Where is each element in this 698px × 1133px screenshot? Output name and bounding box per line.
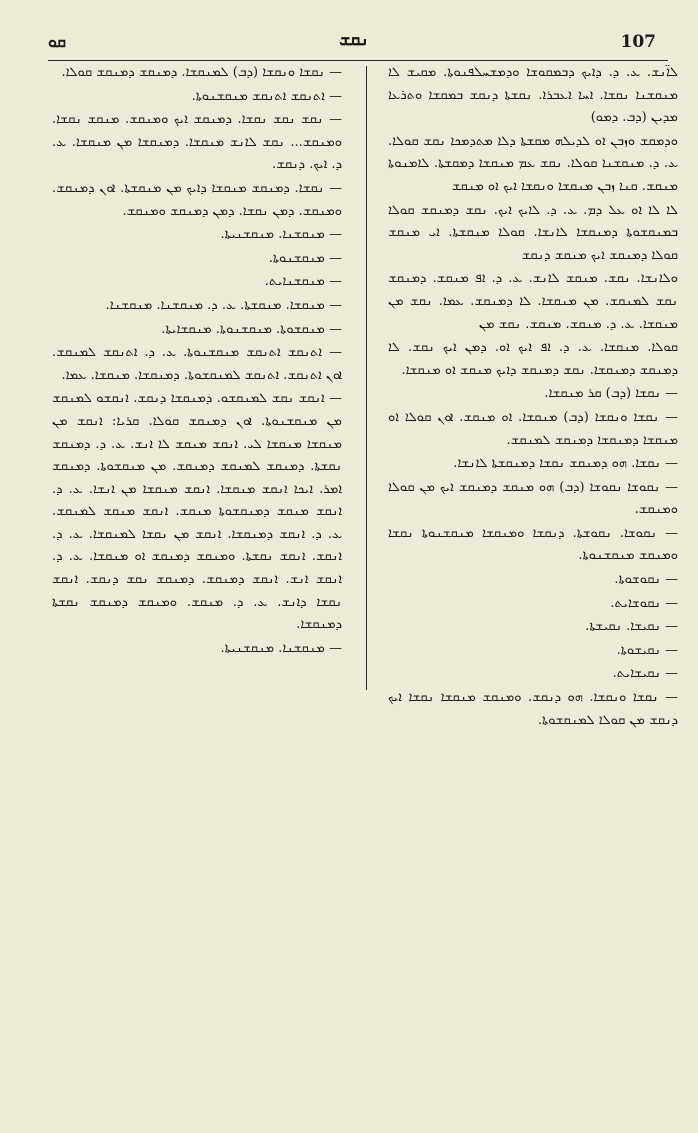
dictionary-entry: — ܢܩܫܐ. ܕܡܢܩܫ ܡܢܩܫܐ ܕܐܝܟ ܡܢ ܡܢܩܫܬܐ. ܐܘܢ ܕܡܢܩܫ. ܘܡܢܩܫ. ܕܡܢ ܢܩܫܐ. ܕܡܢ ܕܡܢܩܫ ܘܡܢܩܫ.	[52, 180, 342, 219]
dictionary-entry: — ܐܢܩܫ ܢܩܫ ܠܡܢܩܫܘ. ܕܡܢܩܫܐ ܕܢܩܫ. ܐܢܩܫܘ ܠܡܢܩܫ ܡܢ ܡܢܩܫܢܘܬܐ. ܐܘܢ ܕܡܢܩܫ ܩܘܠܐ. ܩܪܝܐ: ܐܢܩܫ ܡܢ ܡܢܩܫܐ ܡܢܩܫܐ ܠܝ. ܐܢܩܫ ܡܢܩܫ ܠܐ ܐܢܫ. ܥ. ܕ. ܕܡܢܩܫ ܢܩܫܬܐ. ܕܡܢܩܫ ܠܡܢܩܫ ܕܡܢܩܫ. ܡܢ ܡܢܩܫܘܬܐ. ܕܡܢܩܫ ܐܡܪ. ܐܝܟܐ ܐܢܩܫ ܡܢܩܫܐ. ܐܢܩܫ ܡܢܩܫܐ ܡܢ ܐܢܫܐ. ܥ. ܕ. ܐܢܩܫ ܡܢܩܫ ܕܡܢܩܫܘܬܐ ܡܢܩܫ. ܐܢܩܫ ܡܢܩܫ ܠܡܢܩܫ. ܥ. ܕ. ܐܢܩܫ ܕܡܢܩܫܐ. ܐܢܩܫ ܡܢ ܢܩܫܐ ܠܡܢܩܫܐ. ܥ. ܕ. ܐܢܩܫ. ܐܢܩܫ ܢܩܫܬܐ. ܘܡܢܩܫ ܕܡܢܩܫ ܐܘ ܡܢܩܫܐ. ܥ. ܕ. ܐܢܩܫ ܐܢܫ. ܐܢܩܫ ܕܡܢܩܫ. ܕܡܢܩܫ ܢܩܫ ܕܢܩܫ. ܐܢܩܫ ܢܩܫܐ ܕܐܢܫ. ܥ. ܕ. ܡܢܩܫ. ܘܡܢܩܫ ܕܡܢܩܫ ܢܩܫܬܐ ܕܡܢܩܫܐ.	[52, 391, 342, 633]
folio-syriac-numeral: ܩܘ	[48, 32, 67, 51]
dictionary-entry: ܘܕܡܩܫ ܘܙܒܢ ܐܘ ܠܕܝܠܗ ܡܩܫܬܐ ܕܠܐ ܡܬܕܡܟܐ ܢܩܫ ܩܘܠܐ. ܥ. ܕ. ܡܢܩܫܢܐ ܩܘܠܐ. ܢܩܫ ܥܡ ܡܢܩܫܐ ܕܡܩܫܬܐ. ܠܐܡܢܘܬܐ ܡܢܩܫ. ܩܢܐ ܙܒܢ ܡܢܩܫܐ ܘܢܩܫܐ ܐܝܟ ܐܘ ܡܢܩܫ	[388, 133, 678, 194]
right-column	[388, 62, 678, 733]
dictionary-entry: ܘܠܐܢܫܐ. ܢܩܫ. ܡܢܩܫ ܠܐܢܫ. ܥ. ܕ. ܐܦ ܡܢܩܫ. ܕܡܢܩܫ ܢܩܫ ܠܡܢܩܫ. ܡܢ ܡܢܩܫܐ. ܠܐ ܕܡܢܩܫ. ܥܡܐ. ܢܩܫ ܡܢ ܡܢܩܫܐ. ܥ. ܕ. ܡܢܩܫ. ܡܢܩܫ. ܢܩܫ ܡܢ	[388, 271, 678, 332]
dictionary-entry: — ܢܩܘܫܘܬܐ.	[614, 572, 678, 588]
dictionary-entry: — ܢܩܘܫܐ ܢܩܘܫܐ (ܕܒ) ܗܘ ܡܢܩܫ ܕܡܢܩܫ ܐܝܟ ܡܢ ܩܘܠܐ ܘܡܢܩܫ.	[388, 479, 678, 518]
dictionary-entry: — ܢܩܝܫܘܬܐ.	[616, 642, 678, 658]
dictionary-entry: — ܡܢܩܫܢܐ. ܡܢܩܫܢܝܬܐ.	[220, 640, 342, 656]
header-rule	[48, 60, 668, 61]
dictionary-entry: ܩܘܠܐ. ܡܢܩܫܐ. ܥ. ܕ. ܐܦ ܐܝܟ ܐܘ. ܕܡܢ ܐܝܟ ܢܩܫ. ܠܐ ܕܡܢܩܫ ܕܡܢܩܫܐ. ܢܩܫ ܕܡܢܩܫ ܕܐܝܟ ܡܢܩܫ ܐܘ ܡܢܩܫܐ.	[388, 340, 678, 378]
dictionary-entry: — ܡܢܩܫܐ. ܡܢܩܫܬܐ. ܥ. ܕ. ܡܢܩܫܢܐ. ܡܢܩܫܢܐ.	[105, 297, 342, 313]
dictionary-entry: — ܢܩܫܐ ܘܢܩܫܐ (ܕܒ) ܡܢܩܫܐ. ܐܘ ܡܢܩܫ. ܐܘܢ ܩܘܠܐ ܐܘ ܡܢܩܫܐ ܕܡܢܩܫܐ ܕܡܢܩܫ ܠܡܢܩܫ.	[388, 409, 678, 448]
dictionary-entry: ܠܐ̈ܢܫ. ܥ. ܕ. ܕܐܝܟ ܕܒܡܩܘܫܐ ܘܕܡܫܚܠܦܢܘܬܐ. ܡܩܝܫ ܠܐ ܡܢܩܫܢܐ ܢܩܫܐ. ܐܚܐ ܐܥܒܪܐ. ܢܩܫܬܐ ܕܢܩܫ ܒܡܩܫܐ ܘܬܪܥܐ ܡܕܝܢ (ܕܒ. ܕܡܘ)	[388, 65, 678, 126]
dictionary-entry: — ܐܬܢܩܫ ܐܬܢܩܫ ܡܢܩܫܢܘܬܐ.	[191, 88, 342, 104]
dictionary-entry: — ܢܩܫܐ ܘܢܩܫܐ. ܗܘ ܕܢܩܫ. ܘܡܢܩܫ ܡܢܩܫܐ ܢܩܫܐ ܐܝܟ ܕܢܩܫ ܡܢ ܩܘܠܐ ܠܡܢܩܫܘܬܐ.	[388, 690, 678, 728]
left-column	[52, 62, 342, 661]
dictionary-entry: — ܡܢܩܫܢܐ. ܡܢܩܫܢܝܬܐ.	[220, 227, 342, 243]
dictionary-entry: — ܢܩܫܐ. ܗܘ ܕܡܢܩܫ ܢܩܫܐ ܕܡܢܩܫܬܐ ܠܐܢܫܐ.	[453, 456, 678, 472]
dictionary-entry: ܠܐ ܠܐ ܐܘ ܥܠ ܕܡ. ܥ. ܕ. ܠܐܝܟ ܐܝܟ. ܢܩܫ ܕܡܢܩܫ ܩܘܠܐ ܒܡܢܩܫܘܬܐ ܕܡܢܩܫܐ ܠܐܢܫܐ. ܩܘܠܐ ܡܢܩܫܬܐ. ܐܝ ܡܢܩܫ ܩܘܠܐ ܕܡܢܩܫ ܐܝܟ ܡܢܩܫ ܕܢܩܫ	[388, 202, 678, 263]
page-header	[40, 28, 668, 58]
column-divider	[366, 66, 367, 690]
dictionary-entry: — ܢܩܫ ܢܩܫ ܢܩܫܐ. ܕܡܢܩܫ ܐܝܟ ܘܡܢܩܫ. ܡܢܩܫ ܢܩܫܐ. ܘܡܢܩܫ... ܢܩܫ ܠܐܢܫ ܡܢܩܫܐ. ܕܡܢܩܫܐ ܡܢ ܡܢܩܫܐ. ܥ. ܕ. ܐܝܟ. ܕܢܩܫ.	[52, 112, 342, 173]
running-head: ܢܩܫ	[339, 30, 369, 50]
dictionary-entry: — ܐܬܢܩܫ ܐܬܢܩܫ ܡܢܩܫܢܘܬܐ. ܥ. ܕ. ܐܬܢܩܫ ܠܡܢܩܫ. ܐܘܢ ܐܬܢܩܫ. ܐܬܢܩܫ ܠܡܢܩܫܘܬܐ. ܕܡܢܩܫܐ. ܡܢܩܫܐ. ܥܡܐ.	[52, 345, 342, 383]
dictionary-entry: — ܢܩܝܫܐܝܬ.	[612, 666, 678, 682]
page-number: 107	[620, 32, 656, 52]
dictionary-entry: — ܡܢܩܫܘܬܐ. ܡܢܩܫܢܘܬܐ. ܡܢܩܫܐܝܬܐ.	[161, 321, 342, 337]
dictionary-entry: — ܡܢܩܫܢܐܝܬ.	[264, 274, 342, 290]
dictionary-entry: — ܢܩܘܫܐ. ܢܩܘܫܬܐ. ܕܢܩܫܐ ܘܡܢܩܫܐ ܡܢܩܫܢܘܬܐ ܢܩܫܐ ܘܡܢܩܫ ܡܢܩܫܢܘܬܐ.	[388, 525, 678, 564]
dictionary-entry: — ܢܩܝܫܐ. ܢܩܝܫܬܐ.	[585, 619, 678, 635]
dictionary-entry: — ܢܩܫܐ (ܕܒ) ܩܪ ܡܢܩܫܐ.	[544, 386, 678, 402]
dictionary-entry: — ܡܢܩܫܢܘܬܐ.	[268, 250, 342, 266]
dictionary-entry: — ܢܩܘܫܐܝܬ.	[610, 595, 678, 611]
dictionary-entry: — ܢܩܫܐ ܘܢܩܫܐ (ܕܒ) ܠܡܢܩܫܐ. ܕܡܢܩܫ ܕܡܢܩܫ ܩܘܠܐ.	[61, 65, 342, 80]
